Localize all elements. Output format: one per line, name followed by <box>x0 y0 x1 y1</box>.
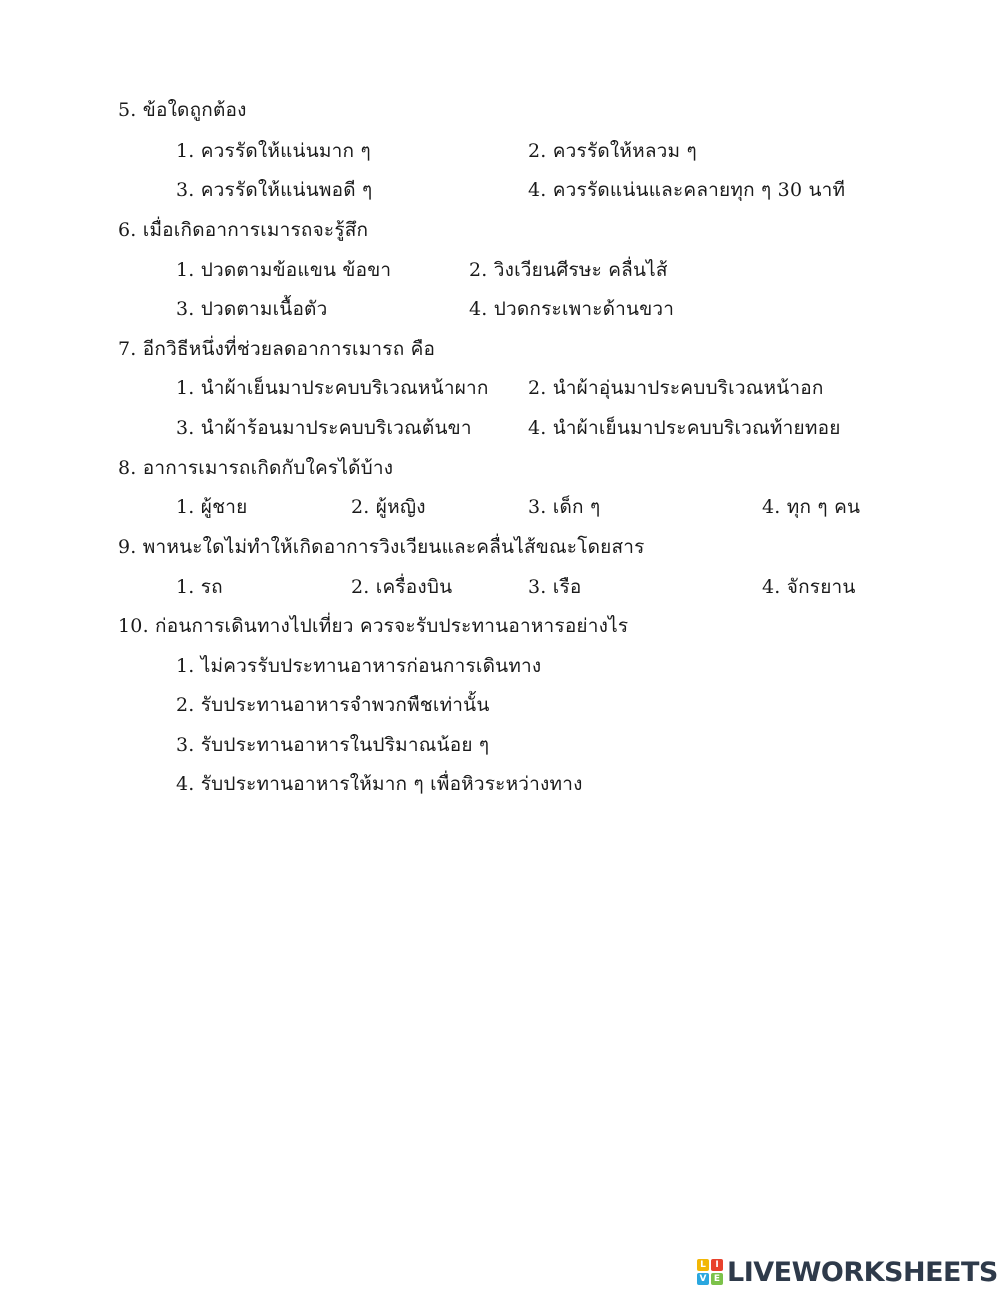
q7-choice-1[interactable]: 1. นำผ้าเย็นมาประคบบริเวณหน้าผาก <box>176 377 489 399</box>
q5-choice-4[interactable]: 4. ควรรัดแน่นและคลายทุก ๆ 30 นาที <box>528 179 846 201</box>
logo-mark-e: E <box>711 1273 723 1285</box>
q10-choice-2[interactable]: 2. รับประทานอาหารจำพวกพืชเท่านั้น <box>176 694 490 716</box>
logo-mark-l: L <box>697 1259 709 1271</box>
q7-choice-3[interactable]: 3. นำผ้าร้อนมาประคบบริเวณต้นขา <box>176 417 472 439</box>
q9-choice-1[interactable]: 1. รถ <box>176 576 223 598</box>
q7-choice-4[interactable]: 4. นำผ้าเย็นมาประคบบริเวณท้ายทอย <box>528 417 841 439</box>
q6-choice-2[interactable]: 2. วิงเวียนศีรษะ คลื่นไส้ <box>469 259 668 281</box>
q6-choice-4[interactable]: 4. ปวดกระเพาะด้านขวา <box>469 298 675 320</box>
q5-choice-3[interactable]: 3. ควรรัดให้แน่นพอดี ๆ <box>176 179 373 201</box>
q10-choice-3[interactable]: 3. รับประทานอาหารในปริมาณน้อย ๆ <box>176 734 490 756</box>
q5-choice-2[interactable]: 2. ควรรัดให้หลวม ๆ <box>528 140 697 162</box>
logo-mark-v: V <box>697 1273 709 1285</box>
question-6: 6. เมื่อเกิดอาการเมารถจะรู้สึก <box>118 219 369 241</box>
live-icon <box>697 1259 723 1285</box>
q8-choice-4[interactable]: 4. ทุก ๆ คน <box>762 496 861 518</box>
q10-choice-1[interactable]: 1. ไม่ควรรับประทานอาหารก่อนการเดินทาง <box>176 655 542 677</box>
question-8: 8. อาการเมารถเกิดกับใครได้บ้าง <box>118 457 394 479</box>
logo-text: LIVEWORKSHEETS <box>727 1256 998 1288</box>
q8-choice-3[interactable]: 3. เด็ก ๆ <box>528 496 601 518</box>
question-7: 7. อีกวิธีหนึ่งที่ช่วยลดอาการเมารถ คือ <box>118 338 436 360</box>
q9-choice-3[interactable]: 3. เรือ <box>528 576 582 598</box>
liveworksheets-logo <box>697 1255 998 1289</box>
q6-choice-1[interactable]: 1. ปวดตามข้อแขน ข้อขา <box>176 259 392 281</box>
question-10: 10. ก่อนการเดินทางไปเที่ยว ควรจะรับประทานอาหารอย่างไร <box>118 615 629 637</box>
q9-choice-2[interactable]: 2. เครื่องบิน <box>351 576 453 598</box>
logo-mark-i: I <box>711 1259 723 1271</box>
q8-choice-1[interactable]: 1. ผู้ชาย <box>176 496 248 518</box>
question-5: 5. ข้อใดถูกต้อง <box>118 99 247 121</box>
q10-choice-4[interactable]: 4. รับประทานอาหารให้มาก ๆ เพื่อหิวระหว่างทาง <box>176 773 583 795</box>
q6-choice-3[interactable]: 3. ปวดตามเนื้อตัว <box>176 298 328 320</box>
q5-choice-1[interactable]: 1. ควรรัดให้แน่นมาก ๆ <box>176 140 371 162</box>
q8-choice-2[interactable]: 2. ผู้หญิง <box>351 496 426 518</box>
q7-choice-2[interactable]: 2. นำผ้าอุ่นมาประคบบริเวณหน้าอก <box>528 377 824 399</box>
q9-choice-4[interactable]: 4. จักรยาน <box>762 576 856 598</box>
question-9: 9. พาหนะใดไม่ทำให้เกิดอาการวิงเวียนและคลื่นไส้ขณะโดยสาร <box>118 536 645 558</box>
